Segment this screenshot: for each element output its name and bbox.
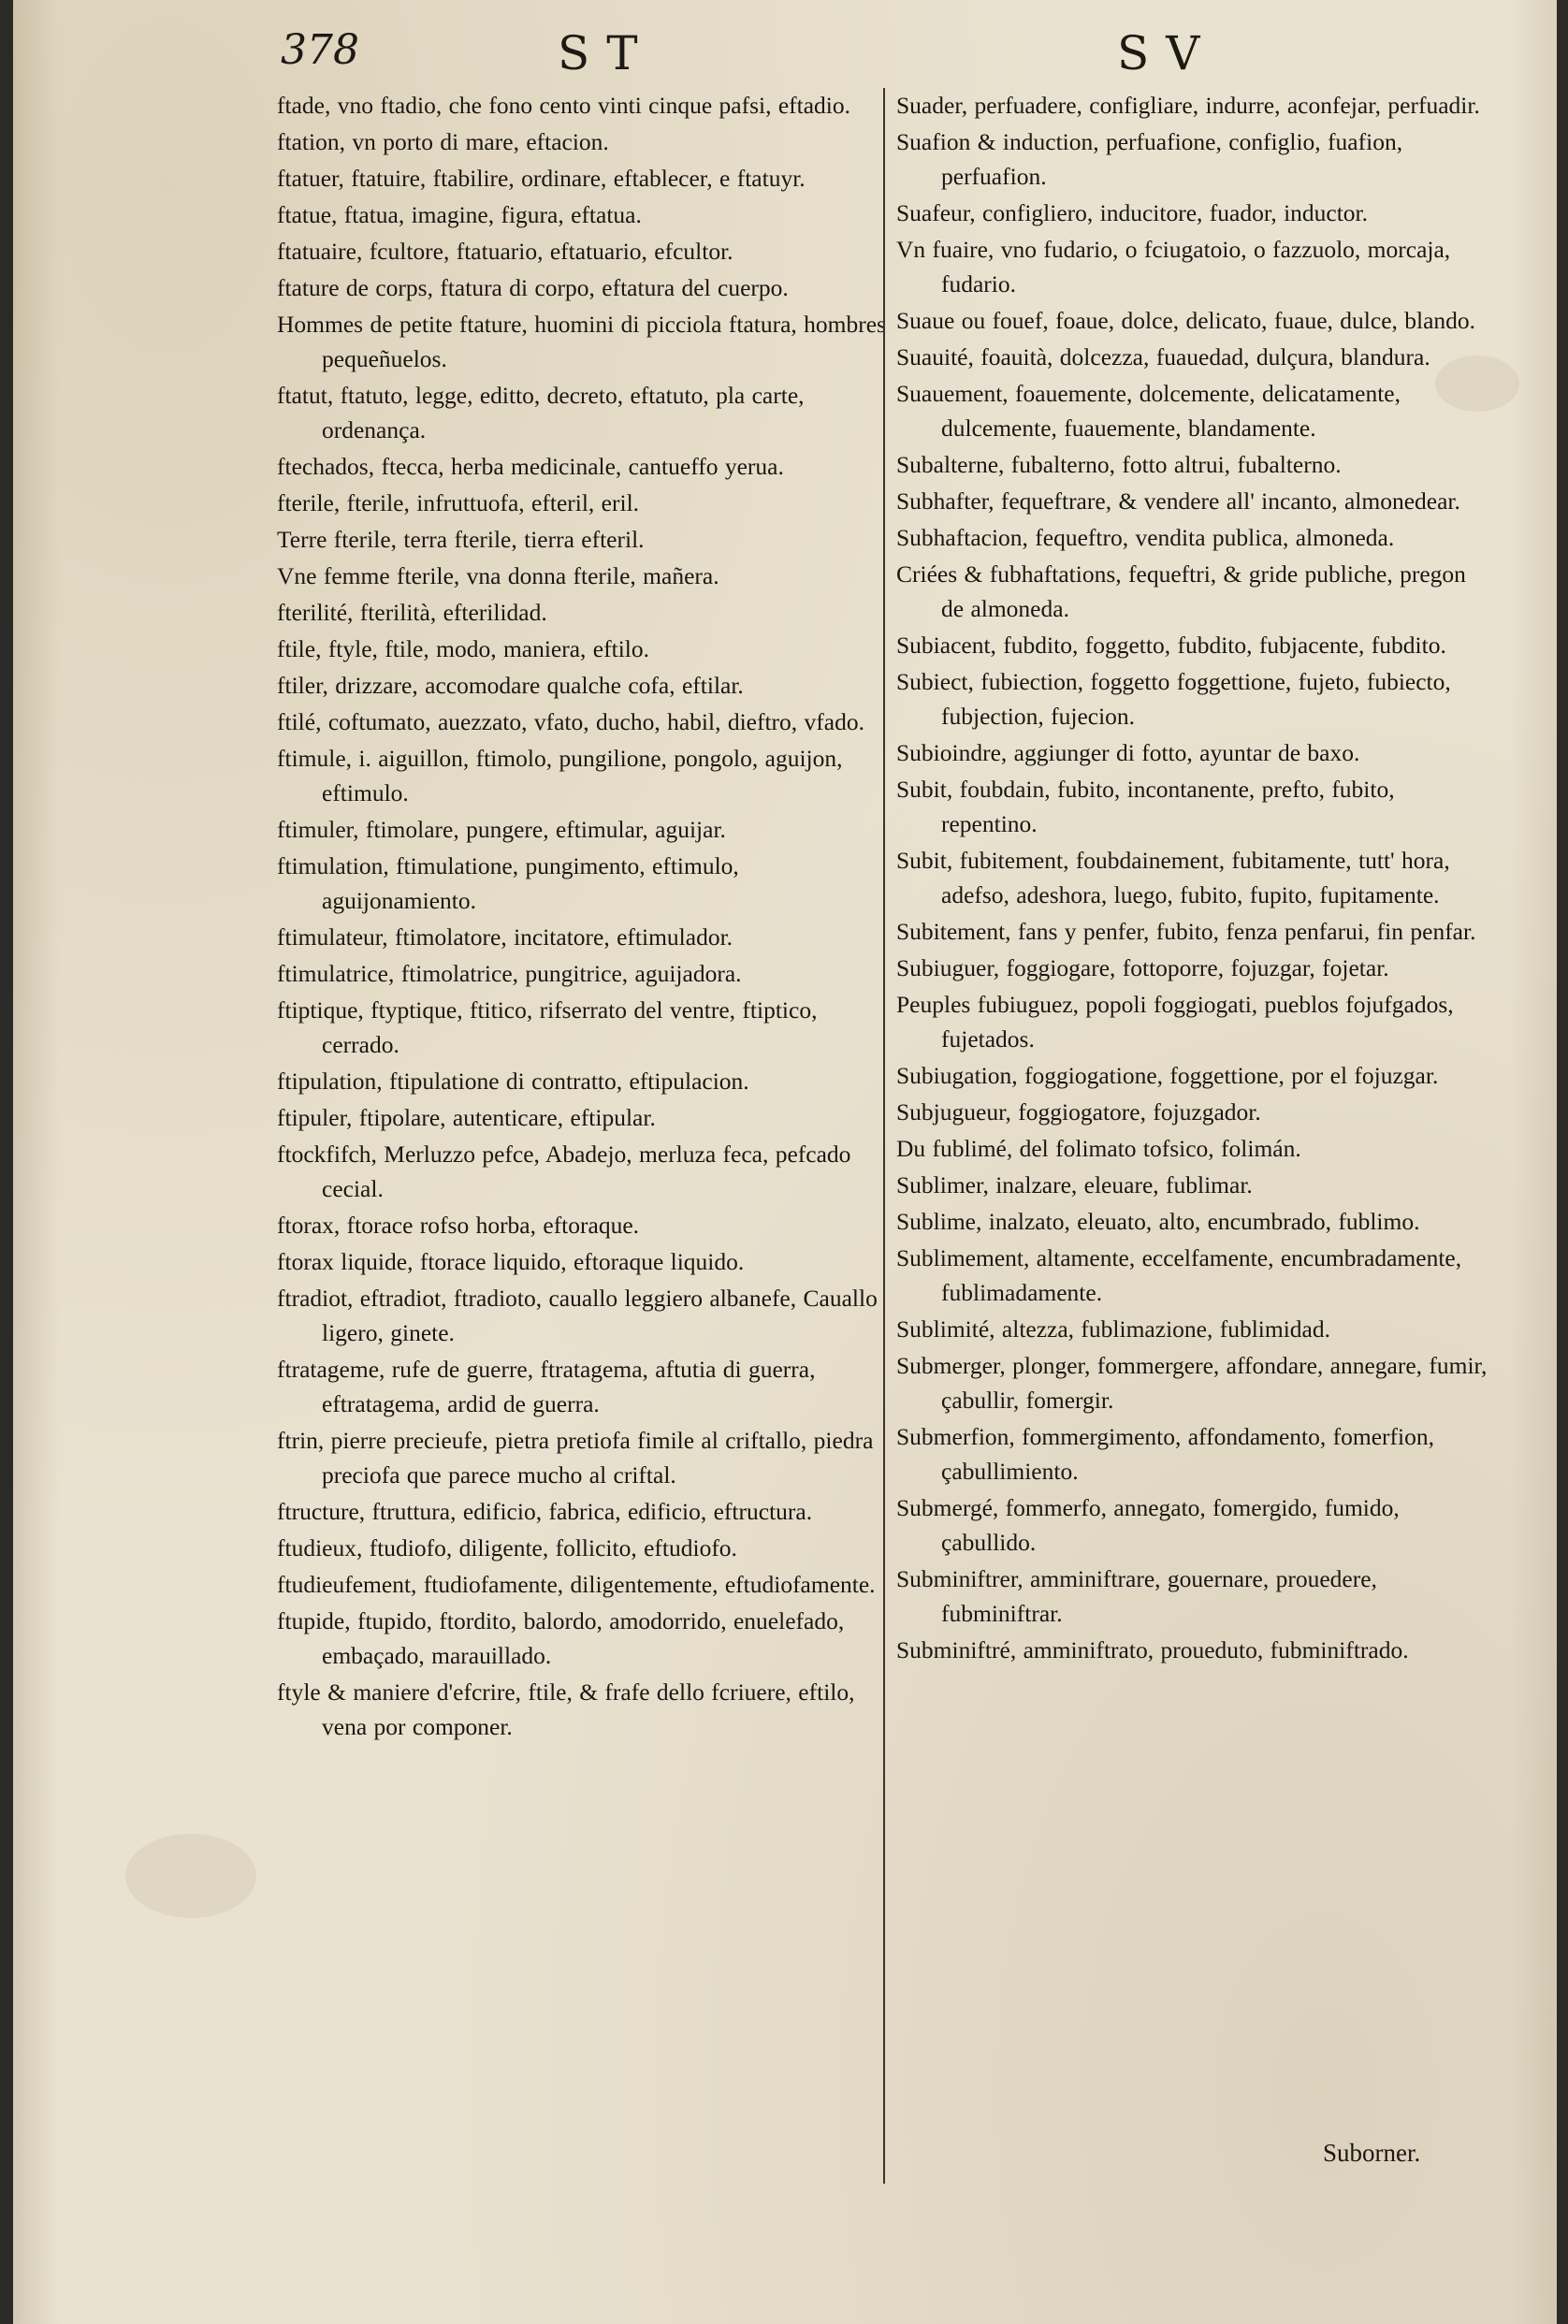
dictionary-entry	[883, 124, 1489, 194]
dictionary-entry	[277, 1281, 887, 1350]
dictionary-entry	[277, 88, 887, 123]
dictionary-entry	[883, 376, 1489, 445]
entry-text: Hommes de petite ftature, huomini di picciola ftatura, hombres pequeñuelos.	[277, 311, 886, 372]
entry-text: Suauité, foauità, dolcezza, fuauedad, dulçura, blandura.	[896, 343, 1430, 370]
entry-text: ftimuler, ftimolare, pungere, eftimular, aguijar.	[277, 816, 726, 843]
entry-text: Subalterne, fubalterno, fotto altrui, fubalterno.	[896, 451, 1342, 478]
entry-text: ftipulation, ftipulatione di contratto, eftipulacion.	[277, 1068, 749, 1095]
entry-text: Submerfion, fommergimento, affondamento, fomerfion, çabullimiento.	[896, 1423, 1434, 1485]
right-column-entries	[883, 88, 1489, 2193]
dictionary-entry	[883, 772, 1489, 841]
dictionary-entry	[883, 447, 1489, 482]
dictionary-entry	[883, 1312, 1489, 1346]
entry-text: ftile, ftyle, ftile, modo, maniera, eftilo.	[277, 635, 649, 662]
dictionary-entry	[277, 595, 887, 630]
entry-text: Suauement, foauemente, dolcemente, delicatamente, dulcemente, fuauemente, blandamente.	[896, 380, 1401, 442]
entry-text: ftyle & maniere d'efcrire, ftile, & frafe dello fcriuere, eftilo, vena por componer.	[277, 1678, 855, 1740]
dictionary-entry	[277, 1423, 887, 1492]
dictionary-entry	[883, 914, 1489, 949]
entry-text: Peuples fubiuguez, popoli foggiogati, pueblos fojufgados, fujetados.	[896, 991, 1454, 1053]
dictionary-entry	[883, 1348, 1489, 1417]
right-column-header: SV	[1117, 26, 1217, 80]
entry-text: ftatut, ftatuto, legge, editto, decreto, eftatuto, pla carte, ordenança.	[277, 382, 805, 443]
dictionary-entry	[277, 956, 887, 991]
dictionary-entry	[277, 741, 887, 810]
page-number: 378	[281, 26, 359, 74]
dictionary-entry	[277, 1244, 887, 1279]
dictionary-entry	[277, 307, 887, 376]
dictionary-entry	[883, 1131, 1489, 1166]
entry-text: Subiugation, foggiogatione, foggettione, por el fojuzgar.	[896, 1062, 1439, 1089]
entry-text: ftimulatrice, ftimolatrice, pungitrice, aguijadora.	[277, 960, 742, 987]
catchword: Suborner.	[1323, 2139, 1421, 2167]
dictionary-entry	[277, 161, 887, 196]
entry-text: ftature de corps, ftatura di corpo, eftatura del cuerpo.	[277, 274, 789, 301]
entry-text: Subiuguer, foggiogare, fottoporre, fojuzgar, fojetar.	[896, 954, 1389, 981]
dictionary-entry	[277, 920, 887, 954]
dictionary-entry	[277, 668, 887, 703]
dictionary-entry	[883, 1241, 1489, 1310]
entry-text: Vne femme fterile, vna donna fterile, mañera.	[277, 562, 719, 589]
dictionary-entry	[277, 124, 887, 159]
entry-text: Subhafter, fequeftrare, & vendere all' incanto, almonedear.	[896, 487, 1460, 515]
entry-text: ftimulation, ftimulatione, pungimento, eftimulo, aguijonamiento.	[277, 852, 739, 914]
entry-text: Submergé, fommerfo, annegato, fomergido, fumido, çabullido.	[896, 1494, 1400, 1556]
entry-text: Subit, fubitement, foubdainement, fubitamente, tutt' hora, adefso, adeshora, luego, fubito, fupito, fupitamente.	[896, 847, 1450, 908]
dictionary-entry	[883, 1419, 1489, 1489]
entry-text: Suaue ou fouef, foaue, dolce, delicato, fuaue, dulce, blando.	[896, 307, 1476, 334]
entry-text: ftipuler, ftipolare, autenticare, eftipular.	[277, 1104, 656, 1131]
entry-text: fterilité, fterilità, efterilidad.	[277, 599, 547, 626]
dictionary-entry	[277, 197, 887, 232]
dictionary-entry	[277, 522, 887, 557]
dictionary-entry	[883, 1095, 1489, 1129]
dictionary-entry	[883, 843, 1489, 912]
dictionary-entry	[277, 1064, 887, 1098]
dictionary-entry	[277, 1208, 887, 1242]
dictionary-entry	[277, 378, 887, 447]
entry-text: Submerger, plonger, fommergere, affondare, annegare, fumir, çabullir, fomergir.	[896, 1352, 1488, 1414]
entry-text: ftiler, drizzare, accomodare qualche cofa, eftilar.	[277, 672, 744, 699]
dictionary-entry	[277, 1352, 887, 1421]
dictionary-entry	[277, 234, 887, 269]
dictionary-entry	[277, 1100, 887, 1135]
entry-text: ftade, vno ftadio, che fono cento vinti cinque pafsi, eftadio.	[277, 92, 851, 119]
entry-text: Subiacent, fubdito, foggetto, fubdito, fubjacente, fubdito.	[896, 632, 1446, 659]
book-page	[13, 0, 1557, 2324]
dictionary-entry	[277, 812, 887, 847]
entry-text: Subitement, fans y penfer, fubito, fenza penfarui, fin penfar.	[896, 918, 1476, 945]
entry-text: ftratageme, rufe de guerre, ftratagema, aftutia di guerra, eftratagema, ardid de guerra.	[277, 1356, 816, 1417]
entry-text: ftatue, ftatua, imagine, figura, eftatua.	[277, 201, 642, 228]
dictionary-entry	[883, 340, 1489, 374]
entry-text: Sublimement, altamente, eccelfamente, encumbradamente, fublimadamente.	[896, 1244, 1462, 1306]
entry-text: Criées & fubhaftations, fequeftri, & gride publiche, pregon de almoneda.	[896, 560, 1466, 622]
entry-text: ftorax, ftorace rofso horba, eftoraque.	[277, 1212, 640, 1239]
entry-text: ftiptique, ftyptique, ftitico, rifserrato del ventre, ftiptico, cerrado.	[277, 996, 818, 1058]
entry-text: ftilé, coftumato, auezzato, vfato, ducho, habil, dieftro, vfado.	[277, 708, 864, 735]
paper-stain	[125, 1834, 256, 1918]
dictionary-entry	[883, 1561, 1489, 1631]
entry-text: ftorax liquide, ftorace liquido, eftoraque liquido.	[277, 1248, 745, 1275]
dictionary-entry	[883, 1168, 1489, 1202]
entry-text: ftation, vn porto di mare, eftacion.	[277, 128, 609, 155]
dictionary-entry	[277, 449, 887, 484]
entry-text: ftudieux, ftudiofo, diligente, follicito, eftudiofo.	[277, 1534, 737, 1561]
dictionary-entry	[883, 196, 1489, 230]
entry-text: ftimule, i. aiguillon, ftimolo, pungilione, pongolo, aguijon, eftimulo.	[277, 745, 843, 806]
dictionary-entry	[277, 632, 887, 666]
entry-text: Sublimité, altezza, fublimazione, fublimidad.	[896, 1315, 1330, 1343]
entry-text: Vn fuaire, vno fudario, o fciugatoio, o fazzuolo, morcaja, fudario.	[896, 236, 1451, 298]
entry-text: ftechados, ftecca, herba medicinale, cantueffo yerua.	[277, 453, 784, 480]
dictionary-entry	[277, 849, 887, 918]
entry-text: Subit, foubdain, fubito, incontanente, prefto, fubito, repentino.	[896, 776, 1395, 837]
entry-text: Sublime, inalzato, eleuato, alto, encumbrado, fublimo.	[896, 1208, 1420, 1235]
entry-text: ftatuer, ftatuire, ftabilire, ordinare, eftablecer, e ftatuyr.	[277, 165, 806, 192]
dictionary-entry	[883, 987, 1489, 1056]
dictionary-entry	[277, 486, 887, 520]
dictionary-entry	[277, 704, 887, 739]
entry-text: Terre fterile, terra fterile, tierra efteril.	[277, 526, 645, 553]
entry-text: Subhaftacion, fequeftro, vendita publica, almoneda.	[896, 524, 1395, 551]
left-column-header: ST	[558, 26, 655, 80]
dictionary-entry	[277, 559, 887, 593]
dictionary-entry	[883, 735, 1489, 770]
dictionary-entry	[277, 1567, 887, 1602]
entry-text: Subminiftré, amminiftrato, proueduto, fubminiftrado.	[896, 1636, 1409, 1663]
dictionary-entry	[883, 557, 1489, 626]
entry-text: Du fublimé, del folimato tofsico, folimán.	[896, 1135, 1301, 1162]
entry-text: fterile, fterile, infruttuofa, efteril, eril.	[277, 489, 640, 516]
entry-text: Subiect, fubiection, foggetto foggettione, fujeto, fubiecto, fubjection, fujecion.	[896, 668, 1451, 730]
dictionary-entry	[277, 1604, 887, 1673]
dictionary-entry	[277, 1675, 887, 1744]
entry-text: ftupide, ftupido, ftordito, balordo, amodorrido, enuelefado, embaçado, marauillado.	[277, 1607, 845, 1669]
dictionary-entry	[277, 993, 887, 1062]
dictionary-entry	[883, 232, 1489, 301]
entry-text: ftructure, ftruttura, edificio, fabrica, edificio, eftructura.	[277, 1498, 813, 1525]
dictionary-entry	[883, 303, 1489, 338]
entry-text: ftimulateur, ftimolatore, incitatore, eftimulador.	[277, 923, 733, 951]
dictionary-entry	[883, 1490, 1489, 1560]
dictionary-entry	[883, 1204, 1489, 1239]
entry-text: Suafion & induction, perfuafione, configlio, fuafion, perfuafion.	[896, 128, 1403, 190]
entry-text: Subminiftrer, amminiftrare, gouernare, prouedere, fubminiftrar.	[896, 1565, 1377, 1627]
dictionary-entry	[277, 1137, 887, 1206]
entry-text: ftradiot, eftradiot, ftradioto, cauallo leggiero albanefe, Cauallo ligero, ginete.	[277, 1285, 878, 1346]
dictionary-entry	[883, 1633, 1489, 1667]
entry-text: ftudieufement, ftudiofamente, diligentemente, eftudiofamente.	[277, 1571, 876, 1598]
entry-text: Suafeur, configliero, inducitore, fuador, inductor.	[896, 199, 1369, 226]
dictionary-entry	[277, 1494, 887, 1529]
dictionary-entry	[277, 270, 887, 305]
dictionary-entry	[883, 484, 1489, 518]
dictionary-entry	[883, 951, 1489, 985]
entry-text: Subioindre, aggiunger di fotto, ayuntar de baxo.	[896, 739, 1360, 766]
entry-text: Subjugueur, foggiogatore, fojuzgador.	[896, 1098, 1261, 1126]
entry-text: Sublimer, inalzare, eleuare, fublimar.	[896, 1171, 1253, 1198]
dictionary-entry	[883, 1058, 1489, 1093]
dictionary-entry	[277, 1531, 887, 1565]
left-column-entries	[277, 88, 887, 2193]
dictionary-entry	[883, 664, 1489, 734]
dictionary-entry	[883, 520, 1489, 555]
dictionary-entry	[883, 628, 1489, 662]
dictionary-entry	[883, 88, 1489, 123]
entry-text: ftatuaire, fcultore, ftatuario, eftatuario, efcultor.	[277, 238, 733, 265]
entry-text: Suader, perfuadere, configliare, indurre, aconfejar, perfuadir.	[896, 92, 1480, 119]
entry-text: ftockfifch, Merluzzo pefce, Abadejo, merluza feca, pefcado cecial.	[277, 1140, 851, 1202]
entry-text: ftrin, pierre precieufe, pietra pretiofa fimile al criftallo, piedra preciofa que parece mucho al criftal.	[277, 1427, 874, 1489]
